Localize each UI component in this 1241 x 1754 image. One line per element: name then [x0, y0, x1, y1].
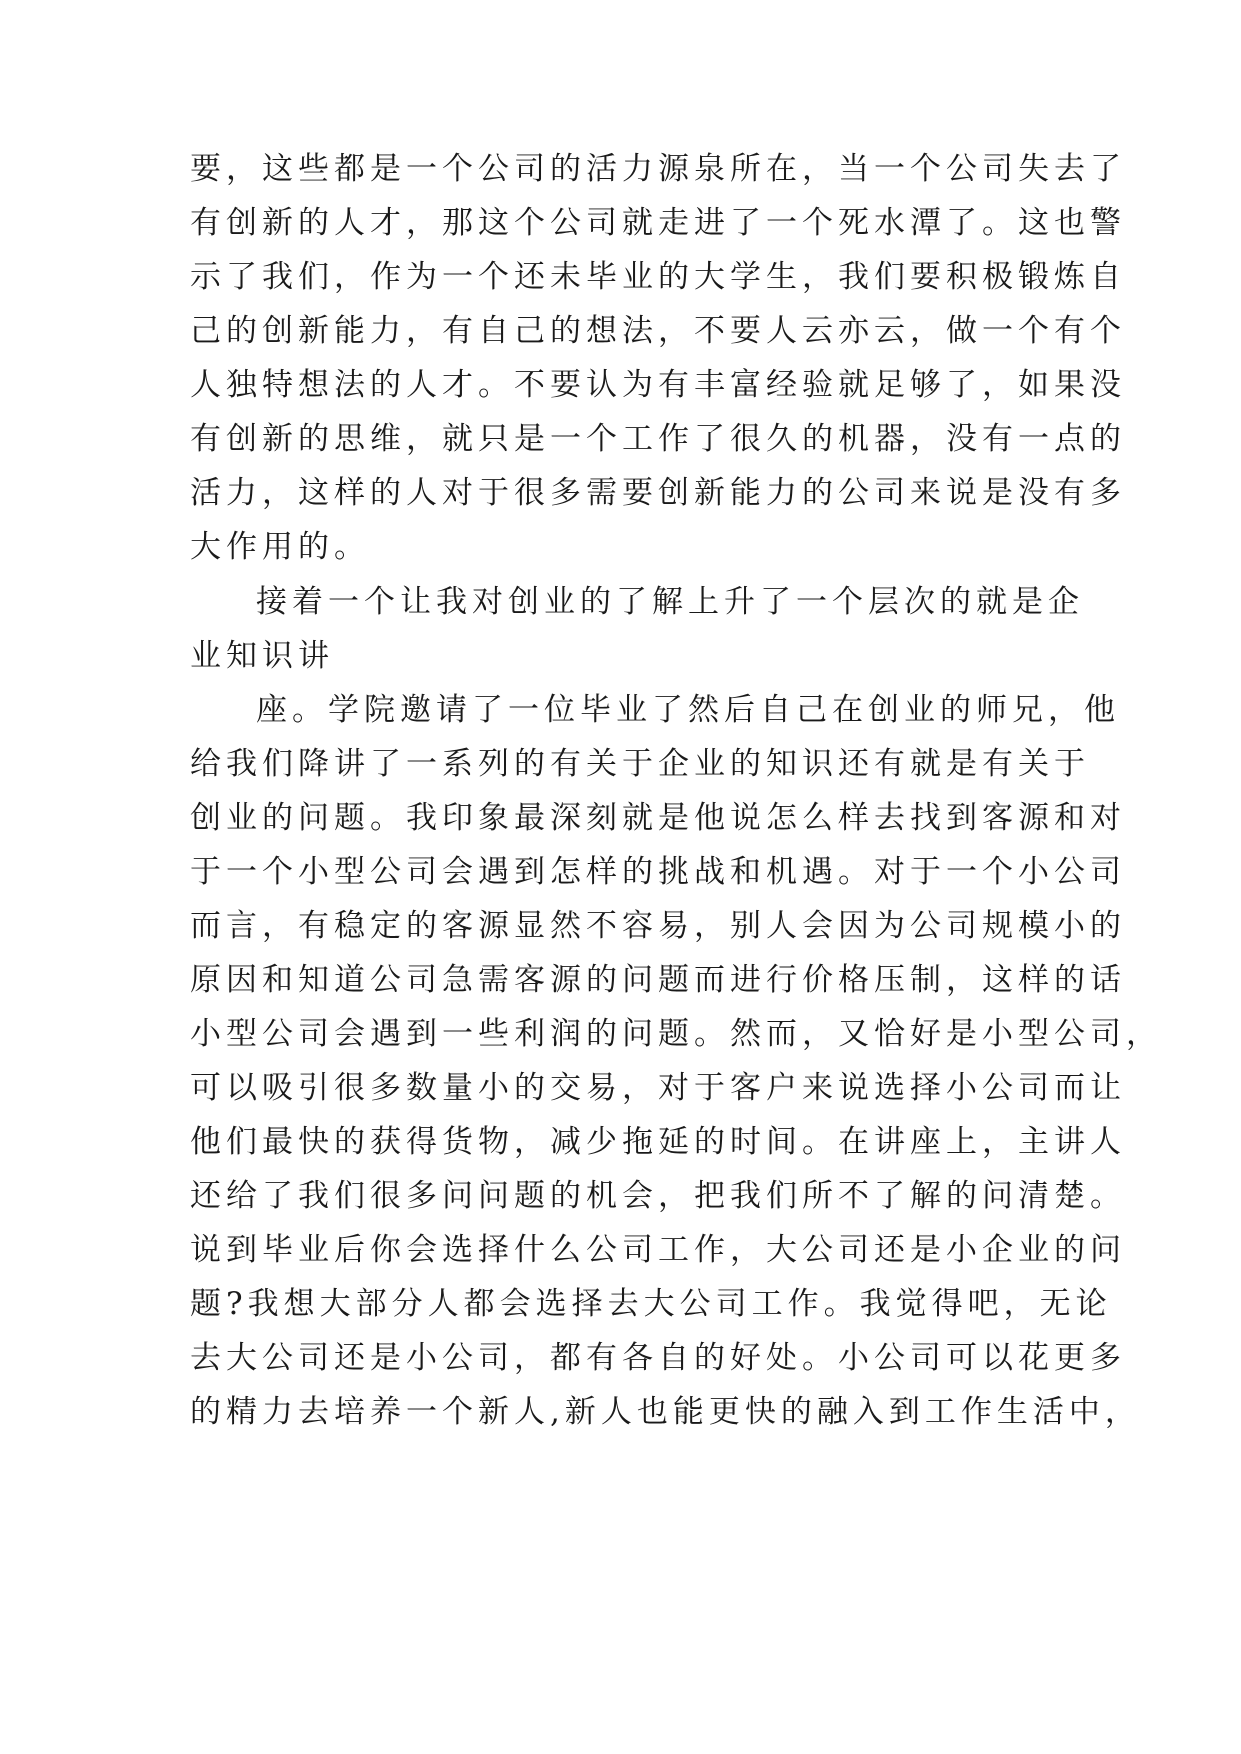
- text-line: 的精力去培养一个新人,新人也能更快的融入到工作生活中，: [190, 1394, 1141, 1430]
- paragraph-start-line: 座。学院邀请了一位毕业了然后自己在创业的师兄，他: [256, 692, 1120, 728]
- text-line: 创业的问题。我印象最深刻就是他说怎么样去找到客源和对: [190, 800, 1126, 836]
- text-line: 他们最快的获得货物，减少拖延的时间。在讲座上，主讲人: [190, 1124, 1126, 1160]
- text-line: 要，这些都是一个公司的活力源泉所在，当一个公司失去了: [190, 151, 1126, 187]
- text-line: 活力，这样的人对于很多需要创新能力的公司来说是没有多: [190, 475, 1126, 511]
- text-line: 有创新的思维，就只是一个工作了很久的机器，没有一点的: [190, 421, 1126, 457]
- text-line: 而言，有稳定的客源显然不容易，别人会因为公司规模小的: [190, 908, 1126, 944]
- text-line: 示了我们，作为一个还未毕业的大学生，我们要积极锻炼自: [190, 259, 1126, 295]
- text-line: 小型公司会遇到一些利润的问题。然而，又恰好是小型公司，: [190, 1016, 1162, 1052]
- text-line: 去大公司还是小公司，都有各自的好处。小公司可以花更多: [190, 1340, 1126, 1376]
- text-line: 有创新的人才，那这个公司就走进了一个死水潭了。这也警: [190, 205, 1126, 241]
- text-line: 可以吸引很多数量小的交易，对于客户来说选择小公司而让: [190, 1070, 1126, 1106]
- text-line: 己的创新能力，有自己的想法，不要人云亦云，做一个有个: [190, 313, 1126, 349]
- paragraph-start-line: 接着一个让我对创业的了解上升了一个层次的就是企: [256, 584, 1084, 620]
- text-line: 还给了我们很多问问题的机会，把我们所不了解的问清楚。: [190, 1178, 1126, 1214]
- text-line: 大作用的。: [190, 529, 370, 565]
- text-line: 说到毕业后你会选择什么公司工作，大公司还是小企业的问: [190, 1232, 1126, 1268]
- text-line: 给我们降讲了一系列的有关于企业的知识还有就是有关于: [190, 746, 1090, 782]
- text-line: 人独特想法的人才。不要认为有丰富经验就足够了，如果没: [190, 367, 1126, 403]
- text-line: 业知识讲: [190, 638, 334, 674]
- text-line: 题?我想大部分人都会选择去大公司工作。我觉得吧，无论: [190, 1286, 1112, 1322]
- text-line: 于一个小型公司会遇到怎样的挑战和机遇。对于一个小公司: [190, 854, 1126, 890]
- text-line: 原因和知道公司急需客源的问题而进行价格压制，这样的话: [190, 962, 1126, 998]
